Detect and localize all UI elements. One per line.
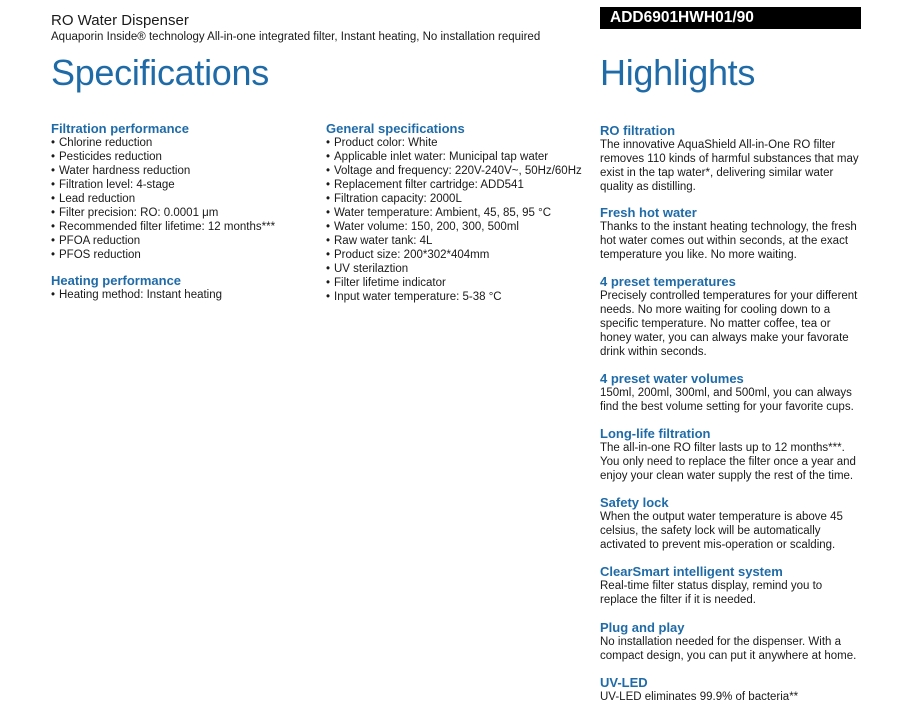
- highlight-body: UV-LED eliminates 99.9% of bacteria**: [600, 691, 799, 703]
- list-item: • UV sterilaztion: [326, 262, 582, 276]
- list-item: • Raw water tank: 4L: [326, 234, 582, 248]
- highlight-preset-volumes: [600, 372, 862, 414]
- general-section: [326, 122, 582, 304]
- list-item: • Applicable inlet water: Municipal tap water: [326, 150, 582, 164]
- highlight-clearsmart: [600, 565, 862, 607]
- highlights-title: Highlights: [600, 52, 756, 93]
- highlight-safety-lock: [600, 496, 862, 552]
- general-list: [326, 136, 582, 304]
- highlight-body: The all-in-one RO filter lasts up to 12 months***. You only need to replace the filter once a year and enjoy your clean water supply the rest of the time.: [600, 442, 856, 482]
- specifications-title: Specifications: [51, 52, 269, 93]
- filtration-section: [51, 122, 275, 262]
- list-item: • Input water temperature: 5-38 °C: [326, 290, 582, 304]
- list-item: • Filtration level: 4-stage: [51, 178, 275, 192]
- highlight-long-life-filtration: [600, 427, 862, 483]
- highlight-heading: UV-LED: [600, 675, 648, 690]
- list-item: • Chlorine reduction: [51, 136, 275, 150]
- highlight-heading: 4 preset water volumes: [600, 371, 744, 386]
- highlight-heading: 4 preset temperatures: [600, 274, 736, 289]
- list-item: • Lead reduction: [51, 192, 275, 206]
- list-item: • Product color: White: [326, 136, 582, 150]
- highlight-body: The innovative AquaShield All-in-One RO filter removes 110 kinds of harmful substances that may exist in the tap water*, delivering similar water quality as distilling.: [600, 139, 859, 193]
- highlight-heading: Long-life filtration: [600, 426, 711, 441]
- highlight-body: Real-time filter status display, remind you to replace the filter if it is needed.: [600, 580, 823, 606]
- highlight-body: No installation needed for the dispenser. With a compact design, you can put it anywhere at home.: [600, 636, 857, 662]
- highlight-ro-filtration: [600, 124, 862, 194]
- highlight-plug-and-play: [600, 621, 862, 663]
- heating-heading: Heating performance: [51, 273, 182, 288]
- list-item: • Recommended filter lifetime: 12 months***: [51, 220, 275, 234]
- highlight-fresh-hot-water: [600, 206, 862, 262]
- list-item: • Filtration capacity: 2000L: [326, 192, 582, 206]
- filtration-list: [51, 136, 275, 262]
- list-item: • Water volume: 150, 200, 300, 500ml: [326, 220, 582, 234]
- list-item: • Voltage and frequency: 220V-240V~, 50Hz/60Hz: [326, 164, 582, 178]
- highlight-preset-temperatures: [600, 275, 862, 359]
- heating-list: [51, 288, 222, 302]
- model-number-badge: ADD6901HWH01/90: [600, 7, 861, 29]
- list-item: • Heating method: Instant heating: [51, 288, 222, 302]
- list-item: • Water hardness reduction: [51, 164, 275, 178]
- highlight-heading: ClearSmart intelligent system: [600, 564, 783, 579]
- highlight-body: When the output water temperature is above 45 celsius, the safety lock will be automatically activated to prevent mis-operation or scalding.: [600, 511, 843, 551]
- list-item: • Pesticides reduction: [51, 150, 275, 164]
- highlight-body: Thanks to the instant heating technology, the fresh hot water comes out within seconds, at the exact temperature you like. No more waiting.: [600, 221, 857, 261]
- highlight-body: 150ml, 200ml, 300ml, and 500ml, you can always find the best volume setting for your favorite cups.: [600, 387, 854, 413]
- product-title: RO Water Dispenser: [51, 12, 189, 29]
- highlight-uv-led: [600, 676, 862, 704]
- list-item: • Water temperature: Ambient, 45, 85, 95 °C: [326, 206, 582, 220]
- list-item: • Product size: 200*302*404mm: [326, 248, 582, 262]
- general-heading: General specifications: [326, 121, 465, 136]
- list-item: • PFOA reduction: [51, 234, 275, 248]
- list-item: • PFOS reduction: [51, 248, 275, 262]
- highlight-heading: Fresh hot water: [600, 205, 697, 220]
- highlight-heading: Plug and play: [600, 620, 685, 635]
- heating-section: [51, 274, 222, 302]
- list-item: • Replacement filter cartridge: ADD541: [326, 178, 582, 192]
- list-item: • Filter lifetime indicator: [326, 276, 582, 290]
- highlight-heading: Safety lock: [600, 495, 669, 510]
- highlight-body: Precisely controlled temperatures for your different needs. No more waiting for cooling down to a specific temperature. No matter coffee, tea or honey water, you can always make your favorate drink within seconds.: [600, 290, 858, 358]
- list-item: • Filter precision: RO: 0.0001 μm: [51, 206, 275, 220]
- product-subtitle: Aquaporin Inside® technology All-in-one integrated filter, Instant heating, No installation required: [51, 31, 541, 43]
- filtration-heading: Filtration performance: [51, 121, 189, 136]
- highlight-heading: RO filtration: [600, 123, 676, 138]
